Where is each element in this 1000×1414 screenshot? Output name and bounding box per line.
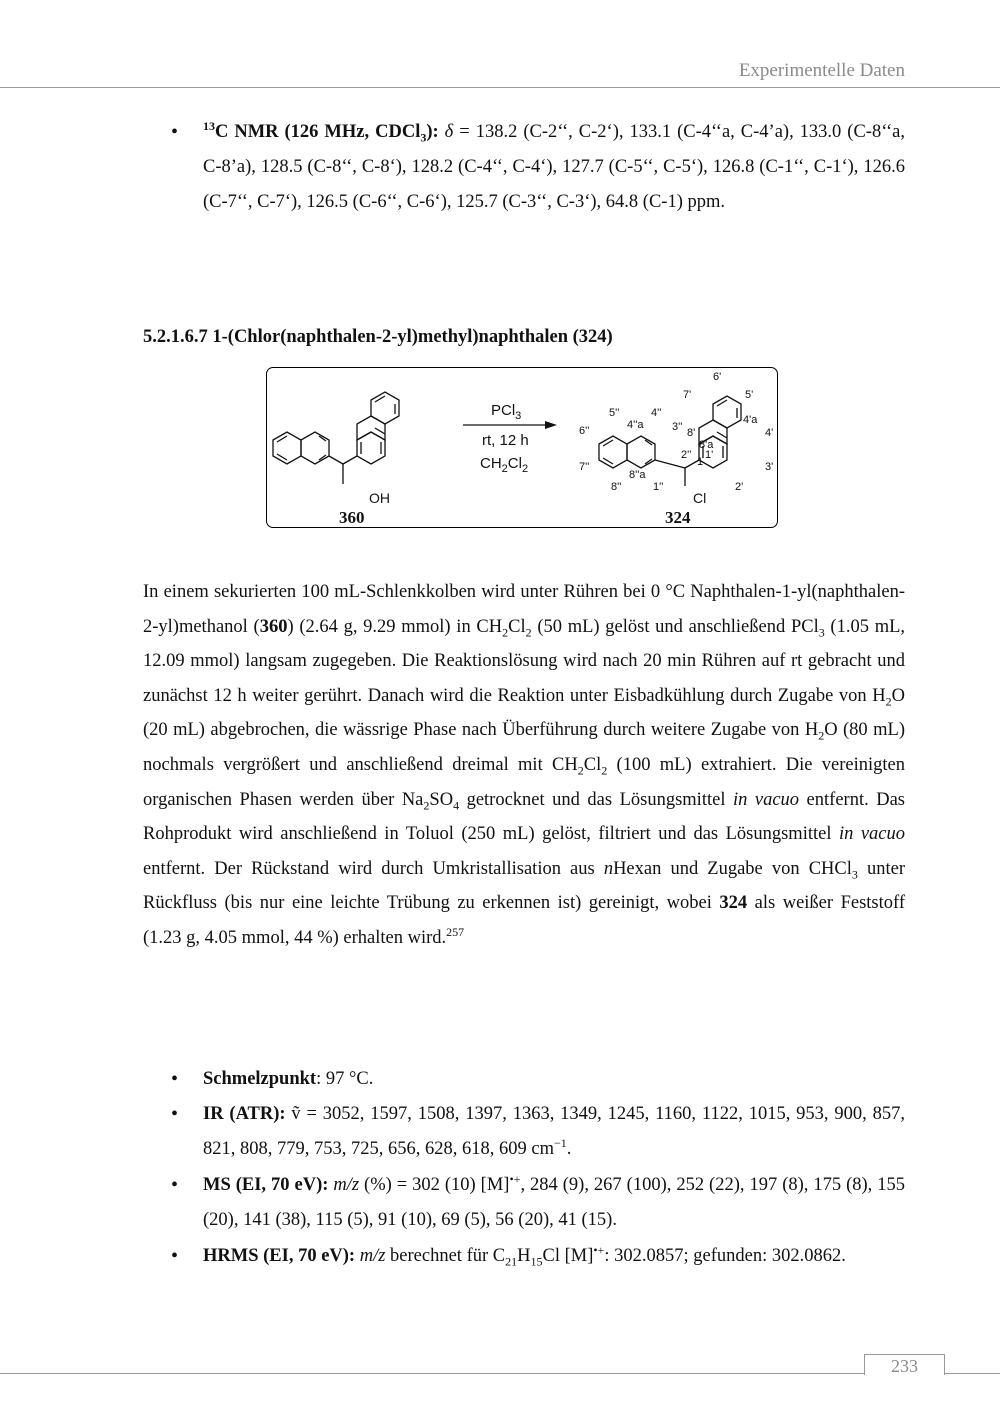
ir-bullet: • IR (ATR): ṽ = 3052, 1597, 1508, 1397, 1363, 1349, 1245, 1160, 1122, 1015, 953, 900, 857, 821, 808, 779, 753, 725, 656, 628, 618, 609 $cm^{-1}$.: [203, 1097, 905, 1167]
nmr-label: [203, 118, 439, 145]
starting-compound-number: 360: [339, 508, 365, 527]
condition-label: rt, 12 h: [482, 432, 529, 449]
hrms-bullet: • HRMS (EI, 70 eV): m/z berechnet für $C_{21}H_{15}Cl$ [M]•+: 302.0857; gefunden: 302.0862.: [203, 1239, 905, 1274]
atom-label-8pa: 8'a: [699, 439, 714, 451]
atom-label-2pp: 2'': [681, 449, 692, 461]
compound-ref-360: 360: [259, 616, 288, 637]
atom-label-4pp: 4'': [651, 407, 662, 419]
atom-label-1: 1: [697, 456, 704, 468]
header-title: Experimentelle Daten: [738, 60, 905, 81]
nmr-label-end: ):: [426, 122, 439, 142]
procedure-paragraph: In einem sekurierten 100 mL-Schlenkkolben wird unter Rühren bei 0 °C Naphthalen-1-yl(naphthalen-2-yl)methanol (360) (2.64 g, 9.29 mmol) in $CH_2Cl_2$ (50 mL) gelöst und anschließend PCl$_3$ (1.05 mL, 12.09 mmol) langsam zugegeben. Die Reaktionslösung wird nach 20 min Rühren auf rt gebracht und zunächst 12 h weiter gerührt. Danach wird die Reaktion unter Eisbadkühlung durch Zugabe von $H_2O$ (20 mL) abgebrochen, die wässrige Phase nach Überführung durch weitere Zugabe von $H_2O$ (80 mL) nochmals vergrößert und anschließend dreimal mit $CH_2Cl_2$ (100 mL) extrahiert. Die vereinigten organischen Phasen werden über $Na_2SO_4$ getrocknet und das Lösungsmittel in vacuo entfernt. Das Rohprodukt wird anschließend in Toluol (250 mL) gelöst, filtriert und das Lösungsmittel in vacuo entfernt. Der Rückstand wird durch Umkristallisation aus nHexan und Zugabe von CHCl$_3$ unter Rückfluss (bis nur eine leichte Trübung zu erkennen ist) gereinigt, wobei 324 als weißer Feststoff (1.23 g, 4.05 mmol, 44 %) erhalten wird.$^{257}$: [143, 582, 906, 948]
mp-value: : 97 °C.: [316, 1069, 374, 1089]
atom-label-3p: 3': [765, 461, 774, 473]
product-structure: [599, 396, 741, 486]
atom-label-8p: 8': [687, 427, 696, 439]
melting-point-bullet: [203, 1062, 905, 1097]
atom-label-5pp: 5'': [609, 407, 620, 419]
section-heading: 5.2.1.6.7 1-(Chlor(naphthalen-2-yl)methyl)naphthalen (324): [143, 327, 613, 347]
atom-label-7p: 7': [683, 389, 692, 401]
atom-label-8ppa: 8''a: [629, 469, 646, 481]
nmr-label-mid: C NMR (126 MHz, CDCl: [215, 122, 421, 142]
compound-ref-324: 324: [719, 893, 748, 914]
footer-rule: [0, 1373, 1000, 1374]
atom-label-8pp: 8'': [611, 481, 622, 493]
ir-value: ṽ = 3052, 1597, 1508, 1397, 1363, 1349, 1245, 1160, 1122, 1015, 953, 900, 857, 821, 808, 779, 753, 725, 656, 628, 618, 609 cm: [203, 1104, 905, 1159]
ms-bullet: • MS (EI, 70 eV): m/z (%) = 302 (10) [M]•+, 284 (9), 267 (100), 252 (22), 197 (8), 175 (8), 155 (20), 141 (38), 115 (5), 91 (10), 69 (5), 56 (20), 41 (15).: [203, 1168, 905, 1238]
atom-label-1pp: 1'': [653, 481, 664, 493]
atom-label-3pp: 3'': [672, 421, 683, 433]
starting-hydroxy-group: OH: [369, 490, 390, 506]
nmr-label-sup: 13: [203, 118, 215, 133]
atom-label-7pp: 7'': [579, 461, 590, 473]
nmr-bullet: [203, 115, 905, 220]
atom-label-6pp: 6'': [579, 425, 590, 437]
ms-label: MS (EI, 70 eV):: [203, 1175, 329, 1195]
atom-label-4ppa: 4''a: [627, 419, 644, 431]
atom-label-5p: 5': [745, 389, 754, 401]
product-compound-number: 324: [665, 508, 691, 527]
nmr-text: = 138.2 (C-2‘‘, C-2‘), 133.1 (C-4‘‘a, C-4’a), 133.0 (C-8‘‘a, C-8’a), 128.5 (C-8‘‘, C-8‘), 128.2 (C-4‘‘, C-4‘), 127.7 (C-5‘‘, C-5‘), 126.8 (C-1‘‘, C-1‘), 126.6 (C-7‘‘, C-7‘), 126.5 (C-6‘‘, C-6‘), 125.7 (C-3‘‘, C-3‘), 64.8 (C-1) ppm.: [203, 122, 905, 212]
starting-material-structure: [273, 392, 399, 484]
product-chloro-group: Cl: [693, 490, 707, 506]
product-atom-labels: [579, 371, 773, 493]
ms-value: , 284 (9), 267 (100), 252 (22), 197 (8), 175 (8), 155 (20), 141 (38), 115 (5), 91 (10), 69 (5), 56 (20), 41 (15).: [203, 1175, 906, 1230]
reaction-arrow-head: [545, 421, 557, 429]
header-rule: [0, 87, 1000, 88]
footnote-ref: 257: [446, 924, 465, 939]
atom-label-2p: 2': [735, 481, 744, 493]
ir-label: IR (ATR):: [203, 1104, 286, 1124]
hrms-value: : 302.0857; gefunden: 302.0862.: [604, 1246, 846, 1266]
atom-label-4pa: 4'a: [743, 414, 758, 426]
page-number: 233: [864, 1354, 945, 1375]
nmr-label-sub: 3: [420, 130, 427, 145]
atom-label-1p: 1': [705, 449, 714, 461]
reaction-scheme: [266, 367, 778, 528]
hrms-label: HRMS (EI, 70 eV):: [203, 1246, 356, 1266]
mp-label: Schmelzpunkt: [203, 1069, 317, 1089]
atom-label-6p: 6': [713, 371, 722, 383]
solvent-label: $CH_2Cl_2$: [480, 455, 529, 475]
nmr-delta: δ: [444, 122, 454, 142]
atom-label-4p: 4': [765, 427, 774, 439]
reaction-scheme-drawing: [267, 368, 779, 529]
reagent-label: PCl$_3$: [491, 402, 522, 422]
